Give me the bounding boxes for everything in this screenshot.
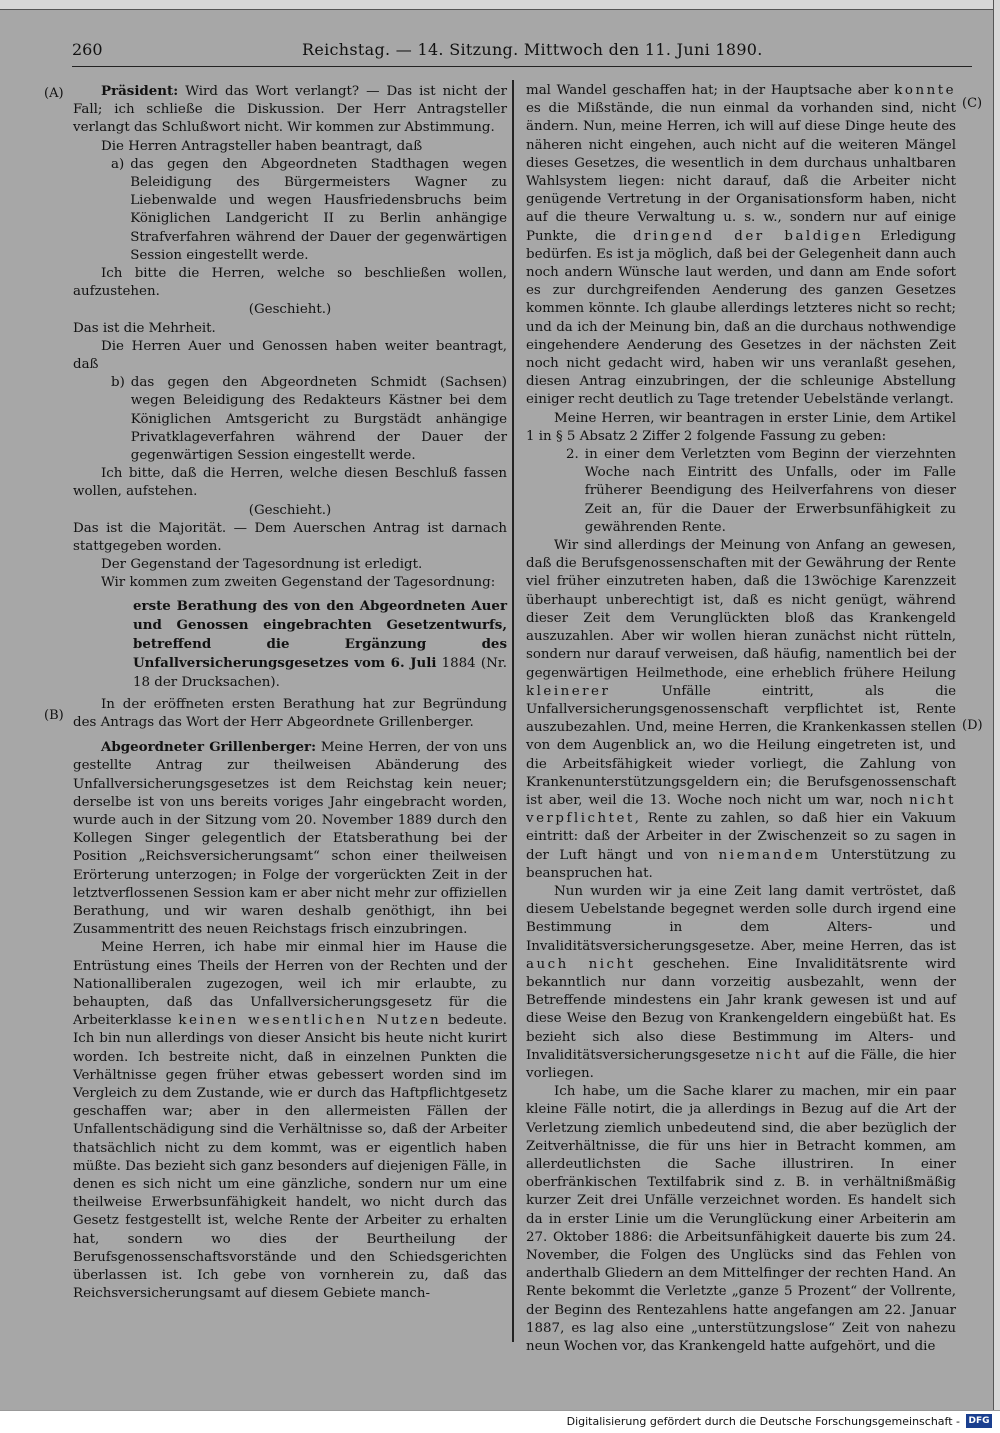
margin-mark-d: (D) [962,718,983,733]
emphasis-spaced: dringend der baldigen [633,228,864,244]
speaker-name: Präsident: [101,83,179,99]
paragraph-text: Unfälle eintritt, als die Unfallversicherungsgenossenschaft verpflichtet ist, Rente auszubezahlen. Und, meine Herren, die Krankenkassen stellen von dem Augenblick an, wo die Heilung eingetreten ist, und die Arbeitsfähigkeit wieder vorliegt, die Zahlung von Krankenunterstützungsgeldern ein; die Berufsgenossenschaft ist aber, weil die 13. Woche noch nicht um war, noch [526,683,956,808]
scan-frame-top [0,0,1000,10]
emphasis-spaced: konnte [894,83,956,98]
emphasis-spaced: nicht [755,1047,803,1063]
paragraph-text: mal Wandel geschaffen hat; in der Hauptsache aber [526,83,895,98]
left-column [73,82,507,1303]
footer-credit: Digitalisierung gefördert durch die Deutsche Forschungsgemeinschaft - [566,1415,960,1428]
scan-frame-right [993,0,1000,1410]
paragraph [526,82,956,410]
paragraph [526,883,956,1083]
paragraph [526,537,956,883]
list-item [526,446,956,537]
paragraph: Wir kommen zum zweiten Gegenstand der Tagesordnung: [101,575,496,591]
stage-direction: (Geschieht.) [248,302,332,318]
paragraph: Ich bitte, daß die Herren, welche diesen Beschluß fassen wollen, aufstehen. [73,466,507,500]
paragraph-text: es die Mißstände, die nun einmal da vorhanden sind, nicht ändern. Nun, meine Herren, ich will auf diese Dinge heute des näheren nicht eingehen, auch nicht auf die weiteren Mängel dieses Gesetzes, die wesentlich in dem durchaus unhaltbaren Wahlsystem liegen: nicht darauf, daß die Arbeiter nicht genügende Vertretung in der Organisationsform haben, nicht auf die theure Verwaltung u. s. w., sondern nur auf einige Punkte, die [526,101,956,244]
list-item-text: das gegen den Abgeordneten Stadthagen wegen Beleidigung des Bürgermeisters Wagner zu Liebenwalde und wegen Hausfriedensbruchs beim Königlichen Landgericht II zu Berlin anhängige Strafverfahren während der Dauer der gegenwärtigen Session eingestellt werde. [130,156,507,263]
list-item-label: b) [111,375,125,391]
paragraph: Ich habe, um die Sache klarer zu machen, mir ein paar kleine Fälle notirt, die ja allerdings in Bezug auf die Art der Verletzung ziemlich unbedeutend sind, die aber bezüglich der Zeitverhältnisse, die für uns hier in Betracht kommen, am allerdeutlichsten die Sache illustriren. In einer oberfränkischen Textilfabrik sind z. B. in verhältnißmäßig kurzer Zeit drei Unfälle verzeichnet worden. Es handelt sich da in erster Linie um die Verunglückung einer Arbeiterin am 27. Oktober 1886: die Arbeitsunfähigkeit dauerte bis zum 24. November, die Folgen des Unglücks sind das Fehlen von anderthalb Gliedern an dem Mittelfinger der rechten Hand. An Rente bekommt die Verletzte „ganze 5 Prozent“ der Vollrente, der Beginn des Rentezahlens hatte angefangen am 22. Januar 1887, es lag also eine „unterstützungslose“ Zeit von nahezu neun Wochen vor, das Krankengeld hatte aufgehört, und die [526,1084,956,1355]
margin-mark-a: (A) [44,86,64,101]
paragraph [73,738,507,939]
agenda-item [133,597,507,692]
paragraph-text: geschehen. Eine Invaliditätsrente wird bekanntlich nur dann vorzeitig ausbezahlt, wenn der Betreffende mindestens ein Jahr krank gewesen ist und auf diese Weise den Bezug von Krankengeldern eingebüßt hat. Es bezieht sich also diese Bestimmung im Alters- und Invaliditätsversicherungsgesetze [526,956,956,1063]
paragraph-text: Unterstützung zu beanspruchen hat. [526,847,956,881]
list-item [73,156,507,265]
agenda-item-reference: 1884 (Nr. 18 der Drucksachen). [133,656,507,690]
margin-mark-b: (B) [44,708,64,723]
paragraph: Das ist die Mehrheit. [73,320,216,336]
list-item [73,374,507,465]
emphasis-spaced: auch nicht [526,956,636,972]
paragraph: Die Herren Antragsteller haben beantragt, daß [101,138,423,154]
emphasis-spaced: niemandem [718,847,821,863]
margin-mark-c: (C) [962,96,983,111]
paragraph-text: Wir sind allerdings der Meinung von Anfang an gewesen, daß die Berufsgenossenschaften mit der Gewährung der Rente viel früher einzutreten haben, daß die 13wöchige Karenzzeit überhaupt unberechtigt ist, daß es nicht genügt, während dieser Zeit dem Verunglückten bloß das Krankengeld auszuzahlen. Aber wir wollen hieran zunächst nicht rütteln, sondern nur darauf verweisen, daß häufig, namentlich bei der gegenwärtigen Heilmethode, eine erheblich frühere Heilung [526,538,956,681]
list-item-label: 2. [566,447,579,463]
paragraph-text: bedeute. Ich bin nun allerdings von dieser Ansicht bis heute nicht kurirt worden. Ich bestreite nicht, daß in einzelnen Punkten die Verhältnisse gegen früher etwas gebessert worden sind im Vergleich zu dem Zustande, wie er durch das Haftpflichtgesetz geschaffen war; aber in den allermeisten Fällen der Unfallentschädigung sind die Verhältnisse so, daß der Arbeiter thatsächlich nicht zu dem kommt, was er eigentlich haben müßte. Das bezieht sich ganz besonders auf diejenigen Fälle, in denen es sich nicht um eine gänzliche, sondern nur um eine theilweise Erwerbsunfähigkeit handelt, wo nicht durch das Gesetz festgestellt ist, welche Rente der Arbeiter zu erhalten hat, sondern wo dies der Beurtheilung der Berufsgenossenschaftsvorstände und den Schiedsgerichten überlassen ist. Ich gebe von vornherein zu, daß das Reichsversicherungsamt auf diesem Gebiete manch- [73,1013,507,1302]
paragraph-text: Meine Herren, ich habe mir einmal hier im Hause die Entrüstung eines Theils der Herren von der Rechten und der Nationalliberalen zugezogen, weil ich mir erlaubte, zu behaupten, daß das Unfallversicherungsgesetz für die Arbeiterklasse [73,940,507,1029]
paragraph: Der Gegenstand der Tagesordnung ist erledigt. [101,557,423,573]
paragraph: Die Herren Auer und Genossen haben weiter beantragt, daß [73,338,507,373]
page-number: 260 [72,40,103,59]
paragraph-text: Erledigung bedürfen. Es ist ja möglich, daß bei der Gelegenheit dann auch noch andern Wünsche laut werden, und dann am Ende sofort es zur durchgreifenden Aenderung des ganzen Gesetzes kommen könnte. Ich glaube allerdings letzteres nicht so recht; und da ich der Meinung bin, daß an die durchaus nothwendige eingehendere Aenderung des Gesetzes in der nächsten Zeit noch nicht gedacht wird, haben wir uns veranlaßt gesehen, diesen Antrag einzubringen, der die schleunige Abstellung einiger recht deutlich zu Tage tretender Uebelstände verlangt. [526,228,957,408]
paragraph: In der eröffneten ersten Berathung hat zur Begründung des Antrags das Wort der Herr Abgeordnete Grillenberger. [73,696,507,730]
speaker-name: Abgeordneter Grillenberger: [101,739,317,756]
paragraph [73,82,507,138]
emphasis-spaced: keinen wesentlichen Nutzen [178,1013,442,1029]
right-column [526,82,956,1356]
paragraph [73,939,507,1303]
stage-direction: (Geschieht.) [248,502,332,518]
page-title: Reichstag. — 14. Sitzung. Mittwoch den 11. Juni 1890. [302,40,763,59]
running-head [72,36,972,67]
paragraph: Das ist die Majorität. — Dem Auerschen Antrag ist darnach stattgegeben worden. [73,520,507,555]
paragraph: Ich bitte die Herren, welche so beschließen wollen, aufzustehen. [73,266,507,300]
agenda-item-title: erste Berathung des von den Abgeordneten Auer und Genossen eingebrachten Gesetzentwurfs, betreffend die Ergänzung des Unfallversicherungsgesetzes vom 6. Juli [133,597,507,672]
paragraph-text: Nun wurden wir ja eine Zeit lang damit vertröstet, daß diesem Uebelstande begegnet werden solle durch irgend eine Bestimmung in dem Alters- und Invaliditätsversicherungsgesetze. Aber, meine Herren, das ist [526,883,956,954]
list-item-text: das gegen den Abgeordneten Schmidt (Sachsen) wegen Beleidigung des Redakteurs Kästner bei dem Königlichen Amtsgericht zu Burgstädt anhängige Privatklageverfahren während der Dauer der gegenwärtigen Session eingestellt werde. [130,375,507,464]
paragraph-text: Wird das Wort verlangt? — Das ist nicht der Fall; ich schließe die Diskussion. Der Herr Antragsteller verlangt das Schlußwort nicht. Wir kommen zur Abstimmung. [73,84,507,136]
emphasis-spaced: nicht verpflichtet [526,792,956,827]
column-divider [512,80,514,1342]
emphasis-spaced: kleinerer [526,683,611,699]
digitization-footer [0,1410,1000,1433]
list-item-text: in einer dem Verletzten vom Beginn der vierzehnten Woche nach Eintritt des Unfalls, oder im Falle früherer Beendigung des Heilverfahrens von dieser Zeit an, für die Dauer der Erwerbsunfähigkeit zu gewährenden Rente. [584,447,956,535]
paragraph-text: Meine Herren, der von uns gestellte Antrag zur theilweisen Abänderung des Unfallversicherungsgesetzes ist dem Reichstag kein neuer; derselbe ist von uns bereits voriges Jahr eingebracht worden, wurde auch in der Sitzung vom 20. November 1889 durch den Kollegen Singer gelegentlich der Etatsberathung bei der Position „Reichsversicherungsamt“ schon einer theilweisen Erörterung unterzogen; in Folge der vorgerückten Zeit in der letztverflossenen Session kam er aber nicht mehr zur offiziellen Berathung, und wir waren deshalb genöthigt, ihn bei Zusammentritt des neuen Reichstags frisch einzubringen. [73,740,507,938]
paragraph: Meine Herren, wir beantragen in erster Linie, dem Artikel 1 in § 5 Absatz 2 Ziffer 2 folgende Fassung zu geben: [526,410,956,444]
paragraph-text: auf die Fälle, die hier vorliegen. [526,1047,956,1081]
list-item-label: a) [111,156,125,172]
paragraph-text: , Rente zu zahlen, so daß hier ein Vakuum eintritt: daß der Arbeiter in der Zwischenzeit so zu sagen in der Luft hängt und von [526,811,956,863]
dfg-logo: DFG [966,1414,992,1428]
